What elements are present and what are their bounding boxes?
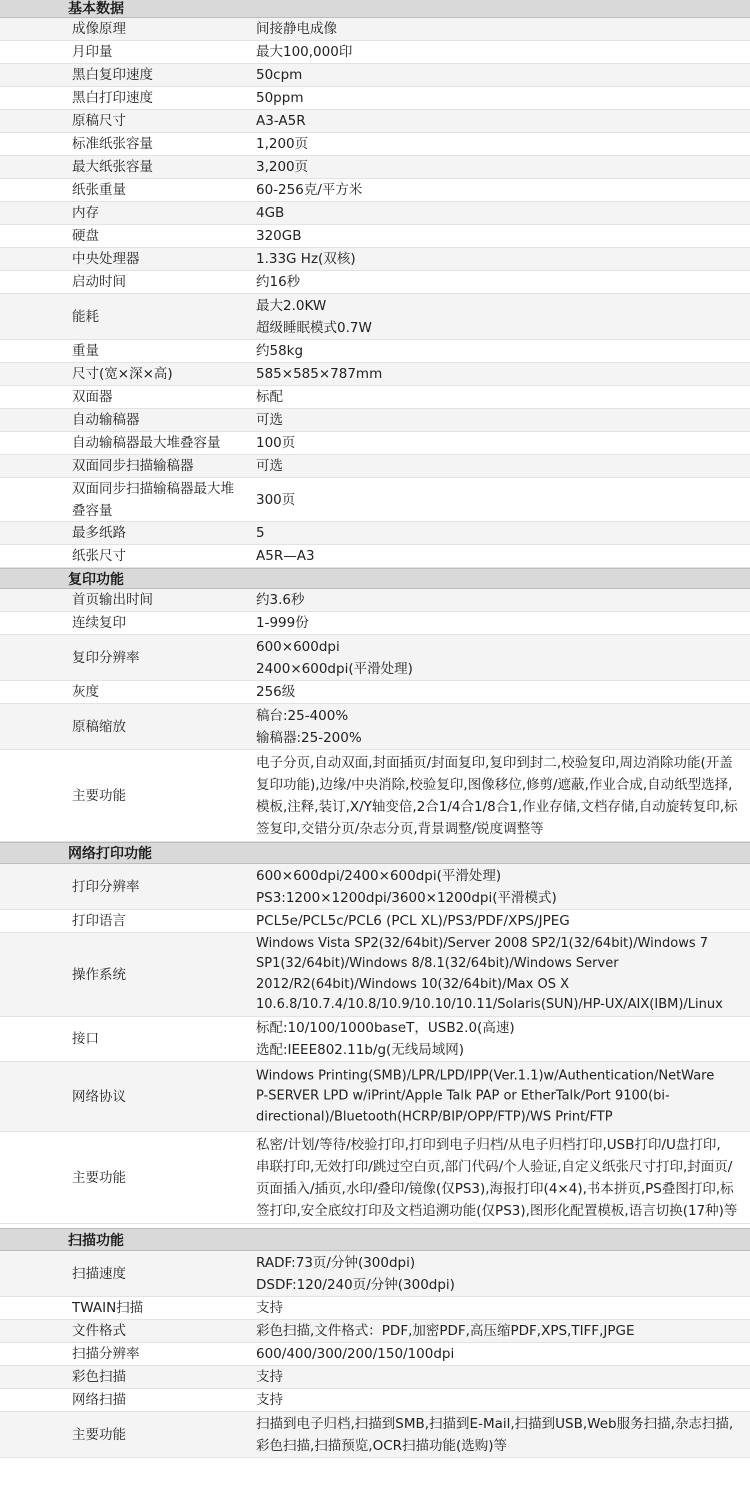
spec-value bbox=[256, 934, 746, 1016]
spec-row bbox=[0, 455, 750, 478]
spec-value-line: DSDF:120/240页/分钟(300dpi) bbox=[256, 1276, 455, 1293]
spec-value-line: 600×600dpi/2400×600dpi(平滑处理) bbox=[256, 867, 502, 884]
spec-label-line: 纸张尺寸 bbox=[72, 548, 126, 564]
spec-value-line: 标配:10/100/1000baseT，USB2.0(高速) bbox=[256, 1020, 515, 1036]
spec-label bbox=[72, 271, 250, 293]
spec-row bbox=[0, 432, 750, 455]
spec-value-line: 签打印,安全底纹打印及文档追溯功能(仅PS3),图形化配置模板,语言切换(17种)等 bbox=[256, 1202, 738, 1219]
spec-value-line: 可选 bbox=[256, 412, 283, 428]
spec-value bbox=[256, 1413, 746, 1457]
spec-value bbox=[256, 1066, 746, 1128]
spec-value bbox=[256, 87, 746, 109]
spec-label bbox=[72, 1028, 250, 1050]
spec-value bbox=[256, 910, 746, 932]
spec-value bbox=[256, 1366, 746, 1388]
spec-label bbox=[72, 156, 250, 178]
spec-label-line: 原稿缩放 bbox=[72, 718, 126, 735]
spec-value-line: 最大100,000印 bbox=[256, 44, 353, 60]
spec-label-line: 双面同步扫描输稿器最大堆 bbox=[72, 480, 234, 497]
spec-row bbox=[0, 589, 750, 612]
spec-label-line: 复印分辨率 bbox=[72, 649, 140, 666]
spec-label bbox=[72, 1086, 250, 1108]
spec-label-line: 操作系统 bbox=[72, 966, 126, 983]
section-header bbox=[0, 568, 750, 589]
spec-label-line: 打印语言 bbox=[72, 913, 126, 929]
spec-label bbox=[72, 1167, 250, 1189]
spec-label bbox=[72, 785, 250, 807]
section-header bbox=[0, 0, 750, 18]
spec-row bbox=[0, 545, 750, 568]
spec-value-line: 私密/计划/等待/校验打印,打印到电子归档/从电子归档打印,USB打印/U盘打印, bbox=[256, 1136, 721, 1153]
spec-row bbox=[0, 41, 750, 64]
spec-row bbox=[0, 864, 750, 910]
spec-label-line: 网络协议 bbox=[72, 1088, 126, 1105]
spec-row bbox=[0, 1251, 750, 1297]
spec-label-line: 主要功能 bbox=[72, 787, 126, 804]
spec-value-line: 选配:IEEE802.11b/g(无线局域网) bbox=[256, 1042, 465, 1058]
spec-value bbox=[256, 589, 746, 611]
spec-value bbox=[256, 705, 746, 749]
spec-value bbox=[256, 64, 746, 86]
spec-row bbox=[0, 294, 750, 340]
spec-value-line: 支持 bbox=[256, 1300, 283, 1316]
spec-value bbox=[256, 545, 746, 567]
spec-value bbox=[256, 1343, 746, 1365]
spec-label bbox=[72, 225, 250, 247]
spec-label-line: 尺寸(宽×深×高) bbox=[72, 366, 173, 382]
spec-label-line: 标准纸张容量 bbox=[72, 136, 153, 152]
spec-value-line: A3-A5R bbox=[256, 113, 306, 129]
spec-row bbox=[0, 409, 750, 432]
spec-value bbox=[256, 1297, 746, 1319]
spec-row bbox=[0, 225, 750, 248]
spec-row bbox=[0, 522, 750, 545]
spec-value bbox=[256, 455, 746, 477]
spec-value-line: 支持 bbox=[256, 1392, 283, 1408]
spec-row bbox=[0, 1132, 750, 1224]
spec-row bbox=[0, 1062, 750, 1132]
spec-label-line: 彩色扫描 bbox=[72, 1369, 126, 1385]
spec-label bbox=[72, 478, 250, 522]
spec-row bbox=[0, 681, 750, 704]
spec-value-line: 5 bbox=[256, 525, 265, 541]
section-title: 网络打印功能 bbox=[68, 846, 152, 862]
spec-label bbox=[72, 1366, 250, 1388]
spec-row bbox=[0, 133, 750, 156]
spec-value-line: 1.33G Hz(双核) bbox=[256, 251, 356, 267]
spec-value-line: 模板,注释,装订,X/Y轴变倍,2合1/4合1/8合1,作业存储,文档存储,自动旋转复印,标 bbox=[256, 798, 738, 815]
spec-value-line: 间接静电成像 bbox=[256, 21, 337, 37]
spec-value bbox=[256, 522, 746, 544]
spec-value bbox=[256, 225, 746, 247]
spec-label-line: 成像原理 bbox=[72, 21, 126, 37]
spec-label bbox=[72, 64, 250, 86]
spec-row bbox=[0, 478, 750, 522]
spec-label bbox=[72, 964, 250, 986]
spec-value bbox=[256, 248, 746, 270]
spec-value-line: 复印功能),边缘/中央消除,校验复印,图像移位,修剪/遮蔽,作业合成,自动纸型选择, bbox=[256, 776, 733, 793]
spec-value bbox=[256, 612, 746, 634]
spec-label bbox=[72, 18, 250, 40]
spec-value bbox=[256, 1134, 746, 1222]
spec-value-line: Windows Printing(SMB)/LPR/LPD/IPP(Ver.1.1)w/Authentication/NetWare bbox=[256, 1067, 715, 1083]
spec-value bbox=[256, 681, 746, 703]
spec-label bbox=[72, 589, 250, 611]
spec-value bbox=[256, 179, 746, 201]
spec-label-line: 原稿尺寸 bbox=[72, 113, 126, 129]
spec-label bbox=[72, 716, 250, 738]
spec-value-line: 标配 bbox=[256, 389, 283, 405]
spec-value-line: PCL5e/PCL5c/PCL6 (PCL XL)/PS3/PDF/XPS/JPEG bbox=[256, 913, 570, 929]
spec-row bbox=[0, 340, 750, 363]
spec-label-line: 打印分辨率 bbox=[72, 878, 140, 895]
spec-label-line: 重量 bbox=[72, 343, 99, 359]
spec-value bbox=[256, 636, 746, 680]
spec-label-line: 硬盘 bbox=[72, 228, 99, 244]
spec-row bbox=[0, 271, 750, 294]
spec-label-line: 自动输稿器 bbox=[72, 412, 140, 428]
spec-value-line: 256级 bbox=[256, 684, 296, 700]
spec-value-line: 签复印,交错分页/杂志分页,背景调整/锐度调整等 bbox=[256, 820, 544, 837]
spec-value-line: 50cpm bbox=[256, 67, 303, 83]
spec-value bbox=[256, 41, 746, 63]
spec-label bbox=[72, 455, 250, 477]
spec-value-line: 585×585×787mm bbox=[256, 366, 383, 382]
spec-value-line: 最大2.0KW bbox=[256, 297, 327, 314]
spec-label-line: 连续复印 bbox=[72, 615, 126, 631]
spec-value bbox=[256, 271, 746, 293]
spec-label bbox=[72, 110, 250, 132]
spec-value-line: A5R—A3 bbox=[256, 548, 315, 564]
spec-label bbox=[72, 1389, 250, 1411]
spec-value-line: 彩色扫描,文件格式：PDF,加密PDF,高压缩PDF,XPS,TIFF,JPGE bbox=[256, 1323, 635, 1339]
spec-value-line: 60-256克/平方米 bbox=[256, 182, 363, 198]
spec-row bbox=[0, 1389, 750, 1412]
spec-value bbox=[256, 1320, 746, 1342]
spec-label bbox=[72, 1343, 250, 1365]
spec-value-line: 1,200页 bbox=[256, 136, 309, 152]
spec-value-line: 约3.6秒 bbox=[256, 592, 305, 608]
spec-value bbox=[256, 295, 746, 339]
spec-label-line: 纸张重量 bbox=[72, 182, 126, 198]
spec-label bbox=[72, 1320, 250, 1342]
spec-label-line: TWAIN扫描 bbox=[72, 1300, 144, 1316]
spec-value bbox=[256, 340, 746, 362]
spec-label-line: 内存 bbox=[72, 205, 99, 221]
spec-value-line: 扫描到电子归档,扫描到SMB,扫描到E-Mail,扫描到USB,Web服务扫描,杂志扫描, bbox=[256, 1415, 734, 1432]
spec-row bbox=[0, 179, 750, 202]
spec-value-line: 100页 bbox=[256, 435, 296, 451]
spec-value-line: 50ppm bbox=[256, 90, 304, 106]
spec-label bbox=[72, 363, 250, 385]
spec-label bbox=[72, 432, 250, 454]
spec-value-line: directional)/Bluetooth(HCRP/BIP/OPP/FTP)/WS Print/FTP bbox=[256, 1108, 613, 1124]
spec-value bbox=[256, 386, 746, 408]
section-title: 扫描功能 bbox=[68, 1232, 124, 1249]
spec-label-line: 接口 bbox=[72, 1031, 99, 1047]
spec-value-line: 超级睡眠模式0.7W bbox=[256, 319, 372, 336]
spec-value-line: 电子分页,自动双面,封面插页/封面复印,复印到封二,校验复印,周边消除功能(开盖 bbox=[256, 754, 733, 771]
spec-value-line: SP1(32/64bit)/Windows 8/8.1(32/64bit)/Windows Server bbox=[256, 956, 619, 971]
spec-row bbox=[0, 635, 750, 681]
spec-value bbox=[256, 18, 746, 40]
spec-label-line: 双面同步扫描输稿器 bbox=[72, 458, 194, 474]
spec-value bbox=[256, 1252, 746, 1296]
spec-row bbox=[0, 248, 750, 271]
spec-label bbox=[72, 386, 250, 408]
spec-value bbox=[256, 752, 746, 840]
spec-value bbox=[256, 409, 746, 431]
spec-value-line: Windows Vista SP2(32/64bit)/Server 2008 SP2/1(32/64bit)/Windows 7 bbox=[256, 935, 709, 951]
spec-label bbox=[72, 545, 250, 567]
spec-value-line: 600/400/300/200/150/100dpi bbox=[256, 1346, 455, 1362]
spec-label bbox=[72, 133, 250, 155]
spec-row bbox=[0, 202, 750, 225]
spec-value-line: RADF:73页/分钟(300dpi) bbox=[256, 1254, 416, 1271]
spec-value-line: 可选 bbox=[256, 458, 283, 474]
spec-label-line: 自动输稿器最大堆叠容量 bbox=[72, 435, 221, 451]
spec-value-line: 串联打印,无效打印/跳过空白页,部门代码/个人验证,自定义纸张尺寸打印,封面页/ bbox=[256, 1158, 733, 1175]
spec-row bbox=[0, 110, 750, 133]
spec-label-line: 最多纸路 bbox=[72, 525, 126, 541]
section-title: 复印功能 bbox=[68, 571, 124, 588]
spec-value-line: 约58kg bbox=[256, 343, 304, 359]
spec-value bbox=[256, 202, 746, 224]
spec-value-line: 2012/R2(64bit)/Windows 10(32/64bit)/Max OS X bbox=[256, 976, 569, 992]
spec-value bbox=[256, 110, 746, 132]
spec-value-line: 页面插入/插页,水印/叠印/镜像(仅PS3),海报打印(4×4),书本拼页,PS叠图打印,标 bbox=[256, 1180, 734, 1197]
spec-row bbox=[0, 612, 750, 635]
spec-value bbox=[256, 489, 746, 511]
spec-label bbox=[72, 409, 250, 431]
spec-value bbox=[256, 363, 746, 385]
spec-label-line: 灰度 bbox=[72, 684, 99, 700]
spec-label-line: 黑白打印速度 bbox=[72, 90, 153, 106]
spec-value-line: PS3:1200×1200dpi/3600×1200dpi(平滑模式) bbox=[256, 889, 557, 906]
spec-row bbox=[0, 64, 750, 87]
spec-label-line: 主要功能 bbox=[72, 1426, 126, 1443]
spec-label-line: 中央处理器 bbox=[72, 251, 140, 267]
spec-row bbox=[0, 1366, 750, 1389]
spec-label bbox=[72, 522, 250, 544]
spec-label bbox=[72, 248, 250, 270]
spec-label-line: 文件格式 bbox=[72, 1323, 126, 1339]
spec-label-line: 叠容量 bbox=[72, 502, 113, 519]
spec-label bbox=[72, 202, 250, 224]
spec-label-line: 启动时间 bbox=[72, 274, 126, 290]
spec-value-line: 3,200页 bbox=[256, 159, 309, 175]
spec-row bbox=[0, 1412, 750, 1458]
spec-value-line: 1-999份 bbox=[256, 615, 309, 631]
spec-label-line: 首页输出时间 bbox=[72, 592, 153, 608]
spec-row bbox=[0, 933, 750, 1017]
spec-value-line: 320GB bbox=[256, 228, 302, 244]
spec-value-line: 600×600dpi bbox=[256, 638, 340, 655]
spec-value-line: 彩色扫描,扫描预览,OCR扫描功能(选购)等 bbox=[256, 1437, 508, 1454]
spec-label bbox=[72, 876, 250, 898]
spec-row bbox=[0, 1343, 750, 1366]
spec-label bbox=[72, 681, 250, 703]
spec-row bbox=[0, 18, 750, 41]
spec-label bbox=[72, 179, 250, 201]
spec-row bbox=[0, 750, 750, 842]
spec-label-line: 扫描速度 bbox=[72, 1265, 126, 1282]
spec-value-line: 300页 bbox=[256, 491, 296, 508]
spec-label bbox=[72, 306, 250, 328]
spec-label bbox=[72, 1424, 250, 1446]
spec-label bbox=[72, 612, 250, 634]
spec-value-line: 约16秒 bbox=[256, 274, 301, 290]
spec-label-line: 黑白复印速度 bbox=[72, 67, 153, 83]
spec-label bbox=[72, 647, 250, 669]
spec-label-line: 双面器 bbox=[72, 389, 113, 405]
spec-label bbox=[72, 1297, 250, 1319]
spec-row bbox=[0, 156, 750, 179]
section-header bbox=[0, 1228, 750, 1251]
spec-value-line: 输稿器:25-200% bbox=[256, 729, 362, 746]
spec-value bbox=[256, 1017, 746, 1061]
spec-label bbox=[72, 340, 250, 362]
spec-row bbox=[0, 386, 750, 409]
spec-value-line: 2400×600dpi(平滑处理) bbox=[256, 660, 413, 677]
spec-value-line: 10.6.8/10.7.4/10.8/10.9/10.10/10.11/Solaris(SUN)/HP-UX/AIX(IBM)/Linux bbox=[256, 997, 723, 1012]
spec-value bbox=[256, 432, 746, 454]
spec-value bbox=[256, 865, 746, 909]
spec-row bbox=[0, 363, 750, 386]
spec-label-line: 能耗 bbox=[72, 308, 99, 325]
spec-label bbox=[72, 1263, 250, 1285]
spec-value bbox=[256, 133, 746, 155]
spec-label-line: 网络扫描 bbox=[72, 1392, 126, 1408]
spec-row bbox=[0, 87, 750, 110]
spec-label-line: 扫描分辨率 bbox=[72, 1346, 140, 1362]
spec-value bbox=[256, 156, 746, 178]
spec-label-line: 最大纸张容量 bbox=[72, 159, 153, 175]
spec-row bbox=[0, 910, 750, 933]
spec-label-line: 月印量 bbox=[72, 44, 113, 60]
spec-label bbox=[72, 910, 250, 932]
spec-label bbox=[72, 41, 250, 63]
spec-label-line: 主要功能 bbox=[72, 1169, 126, 1186]
spec-row bbox=[0, 1320, 750, 1343]
spec-value-line: 稿台:25-400% bbox=[256, 707, 349, 724]
spec-row bbox=[0, 1017, 750, 1062]
section-header bbox=[0, 842, 750, 864]
spec-value-line: 4GB bbox=[256, 205, 285, 221]
spec-value-line: P-SERVER LPD w/iPrint/Apple Talk PAP or EtherTalk/Port 9100(bi- bbox=[256, 1088, 670, 1104]
spec-value bbox=[256, 1389, 746, 1411]
spec-label bbox=[72, 87, 250, 109]
section-title: 基本数据 bbox=[68, 0, 124, 17]
spec-row bbox=[0, 704, 750, 750]
spec-value-line: 支持 bbox=[256, 1369, 283, 1385]
spec-row bbox=[0, 1297, 750, 1320]
